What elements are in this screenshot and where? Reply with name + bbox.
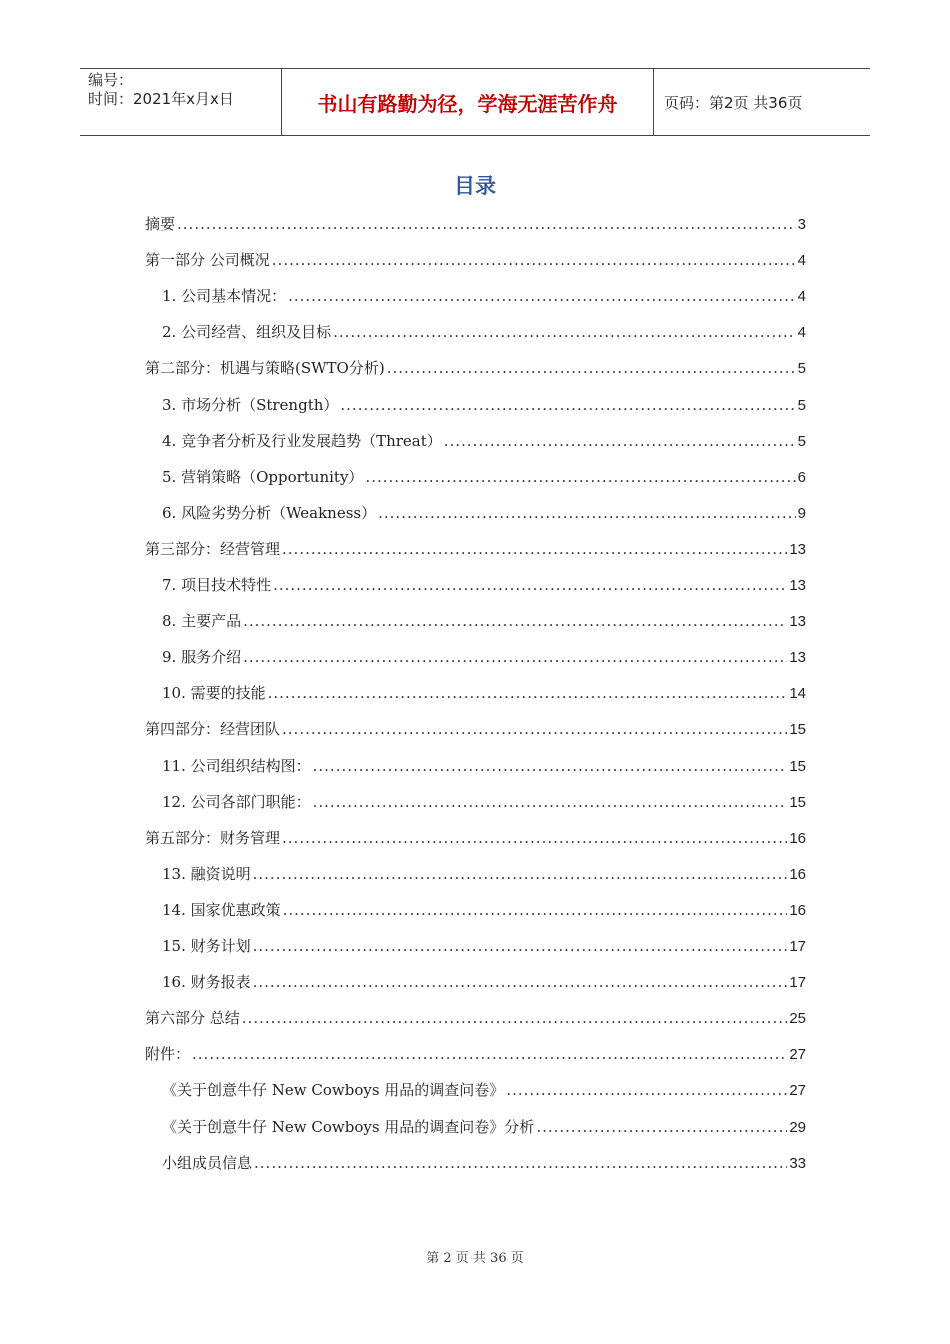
number-label: 编号：: [88, 71, 134, 89]
toc-entry-label: 附件：: [145, 1045, 191, 1064]
toc-entry-page: 16: [789, 901, 806, 919]
toc-entry[interactable]: [162, 603, 806, 639]
toc-dot-leader: [242, 1000, 788, 1036]
toc-dot-leader: [313, 748, 788, 784]
toc-entry-label: 第五部分：财务管理: [145, 828, 281, 847]
toc-entry[interactable]: [162, 675, 806, 711]
toc-entry[interactable]: [162, 314, 806, 350]
toc-entry[interactable]: [162, 856, 806, 892]
toc-entry[interactable]: [162, 387, 806, 423]
toc-dot-leader: [283, 892, 788, 928]
toc-entry-page: 15: [789, 721, 806, 739]
toc-dot-leader: [253, 928, 788, 964]
toc-entry-label: 摘要: [145, 215, 176, 233]
toc-title: 目录: [454, 174, 496, 198]
toc-entry-label: 15. 财务计划: [162, 937, 251, 955]
toc-dot-leader: [444, 423, 796, 459]
toc-entry-page: 13: [789, 540, 806, 558]
toc-entry-page: 13: [789, 613, 806, 631]
toc-entry-label: 5. 营销策略（Opportunity）: [162, 467, 364, 486]
toc-entry[interactable]: [162, 278, 806, 314]
toc-entry-page: 3: [797, 216, 806, 233]
toc-entry-label: 第三部分：经营管理: [145, 539, 281, 558]
toc-dot-leader: [282, 711, 787, 747]
toc-dot-leader: [243, 603, 787, 639]
toc-dot-leader: [268, 675, 788, 711]
toc-entry-label: 10. 需要的技能: [162, 684, 266, 703]
toc-dot-leader: [313, 784, 788, 820]
toc-entry-page: 27: [789, 1046, 806, 1064]
toc-entry[interactable]: [162, 1072, 806, 1108]
toc-dot-leader: [333, 314, 796, 350]
toc-entry-label: 7. 项目技术特性: [162, 576, 272, 594]
toc-entry-page: 16: [789, 865, 806, 883]
toc-dot-leader: [387, 350, 796, 386]
toc-entry[interactable]: [145, 1036, 806, 1072]
toc-entry-label: 6. 风险劣势分析（Weakness）: [162, 503, 377, 522]
toc-entry[interactable]: [145, 242, 806, 278]
toc-entry[interactable]: [145, 350, 806, 386]
toc-entry-label: 3. 市场分析（Strength）: [162, 395, 339, 414]
toc-entry-page: 15: [789, 793, 806, 811]
toc-entry-label: 第四部分：经营团队: [145, 720, 281, 739]
toc-entry-page: 25: [789, 1010, 806, 1028]
toc-entry-page: 27: [789, 1082, 806, 1100]
toc-dot-leader: [282, 820, 787, 856]
toc-entry-page: 4: [797, 288, 806, 306]
toc-entry-label: 12. 公司各部门职能：: [162, 792, 311, 811]
toc-entry-page: 5: [797, 432, 806, 450]
toc-entry[interactable]: [162, 928, 806, 964]
time-label: 时间：2021年x月x日: [88, 90, 234, 108]
toc-entry-label: 16. 财务报表: [162, 973, 251, 992]
toc-entry-page: 4: [797, 252, 806, 270]
toc-dot-leader: [340, 387, 795, 423]
toc-entry-label: 第六部分 总结: [145, 1009, 240, 1028]
toc-entry-page: 15: [789, 757, 806, 775]
toc-entry[interactable]: [145, 206, 806, 242]
toc-dot-leader: [272, 242, 796, 278]
page-footer: 第 2 页 共 36 页: [426, 1251, 524, 1266]
toc-entry[interactable]: [145, 1000, 806, 1036]
header-page-label: 页码：第2页 共36页: [664, 93, 803, 112]
toc-entry[interactable]: [162, 784, 806, 820]
toc-dot-leader: [365, 459, 795, 495]
toc-entry-page: 13: [789, 649, 806, 667]
toc-dot-leader: [536, 1109, 787, 1145]
toc-entry[interactable]: [162, 1109, 806, 1145]
toc-entry[interactable]: [145, 820, 806, 856]
toc-entry-label: 8. 主要产品: [162, 612, 242, 631]
toc-entry[interactable]: [162, 1145, 806, 1181]
toc-entry-page: 5: [797, 396, 806, 414]
toc-entry-label: 2. 公司经营、组织及目标: [162, 323, 332, 342]
toc-dot-leader: [254, 1145, 787, 1181]
toc-entry[interactable]: [162, 567, 806, 603]
toc-entry[interactable]: [162, 892, 806, 928]
toc-entry-page: 14: [789, 685, 806, 703]
toc-dot-leader: [177, 206, 796, 242]
toc-entry-label: 《关于创意牛仔 New Cowboys 用品的调查问卷》分析: [162, 1117, 535, 1136]
toc-entry[interactable]: [145, 531, 806, 567]
toc-entry-label: 4. 竞争者分析及行业发展趋势（Threat）: [162, 431, 442, 450]
toc-entry-page: 5: [797, 360, 806, 378]
toc-entry-label: 9. 服务介绍: [162, 648, 242, 667]
toc-dot-leader: [253, 964, 788, 1000]
toc-entry-label: 第二部分：机遇与策略(SWTO分析): [145, 359, 385, 378]
toc-entry[interactable]: [162, 459, 806, 495]
toc-entry[interactable]: [162, 639, 806, 675]
toc-entry[interactable]: [162, 423, 806, 459]
toc-entry-page: 6: [797, 468, 806, 486]
toc-dot-leader: [288, 278, 796, 314]
page-header: [80, 68, 870, 136]
toc-dot-leader: [243, 639, 787, 675]
toc-entry-page: 4: [797, 324, 806, 342]
toc-entry[interactable]: [162, 964, 806, 1000]
toc-dot-leader: [282, 531, 787, 567]
toc-entry-label: 第一部分 公司概况: [145, 251, 270, 270]
toc-dot-leader: [273, 567, 787, 603]
toc-entry-label: 14. 国家优惠政策: [162, 900, 281, 919]
toc-entry-page: 33: [789, 1154, 806, 1172]
toc-entry[interactable]: [162, 495, 806, 531]
toc-entry-label: 1. 公司基本情况：: [162, 287, 287, 306]
toc-dot-leader: [253, 856, 788, 892]
toc-dot-leader: [192, 1036, 787, 1072]
toc-entry-page: 17: [789, 938, 806, 955]
toc-entry-page: 9: [797, 504, 806, 522]
header-meta: [80, 69, 282, 135]
toc-dot-leader: [506, 1072, 787, 1108]
toc-entry-page: 16: [789, 829, 806, 847]
toc-entry-label: 小组成员信息: [162, 1153, 253, 1172]
toc-entry-page: 17: [789, 974, 806, 992]
toc-entry-page: 13: [789, 577, 806, 594]
toc-entry-page: 29: [789, 1118, 806, 1136]
toc-entry-label: 11. 公司组织结构图：: [162, 756, 311, 775]
header-motto: 书山有路勤为径，学海无涯苦作舟: [282, 69, 654, 135]
toc-entry[interactable]: [145, 711, 806, 747]
toc-entry-label: 《关于创意牛仔 New Cowboys 用品的调查问卷》: [162, 1081, 505, 1100]
toc-dot-leader: [378, 495, 796, 531]
toc-entry-label: 13. 融资说明: [162, 864, 251, 883]
toc-entry[interactable]: [162, 748, 806, 784]
